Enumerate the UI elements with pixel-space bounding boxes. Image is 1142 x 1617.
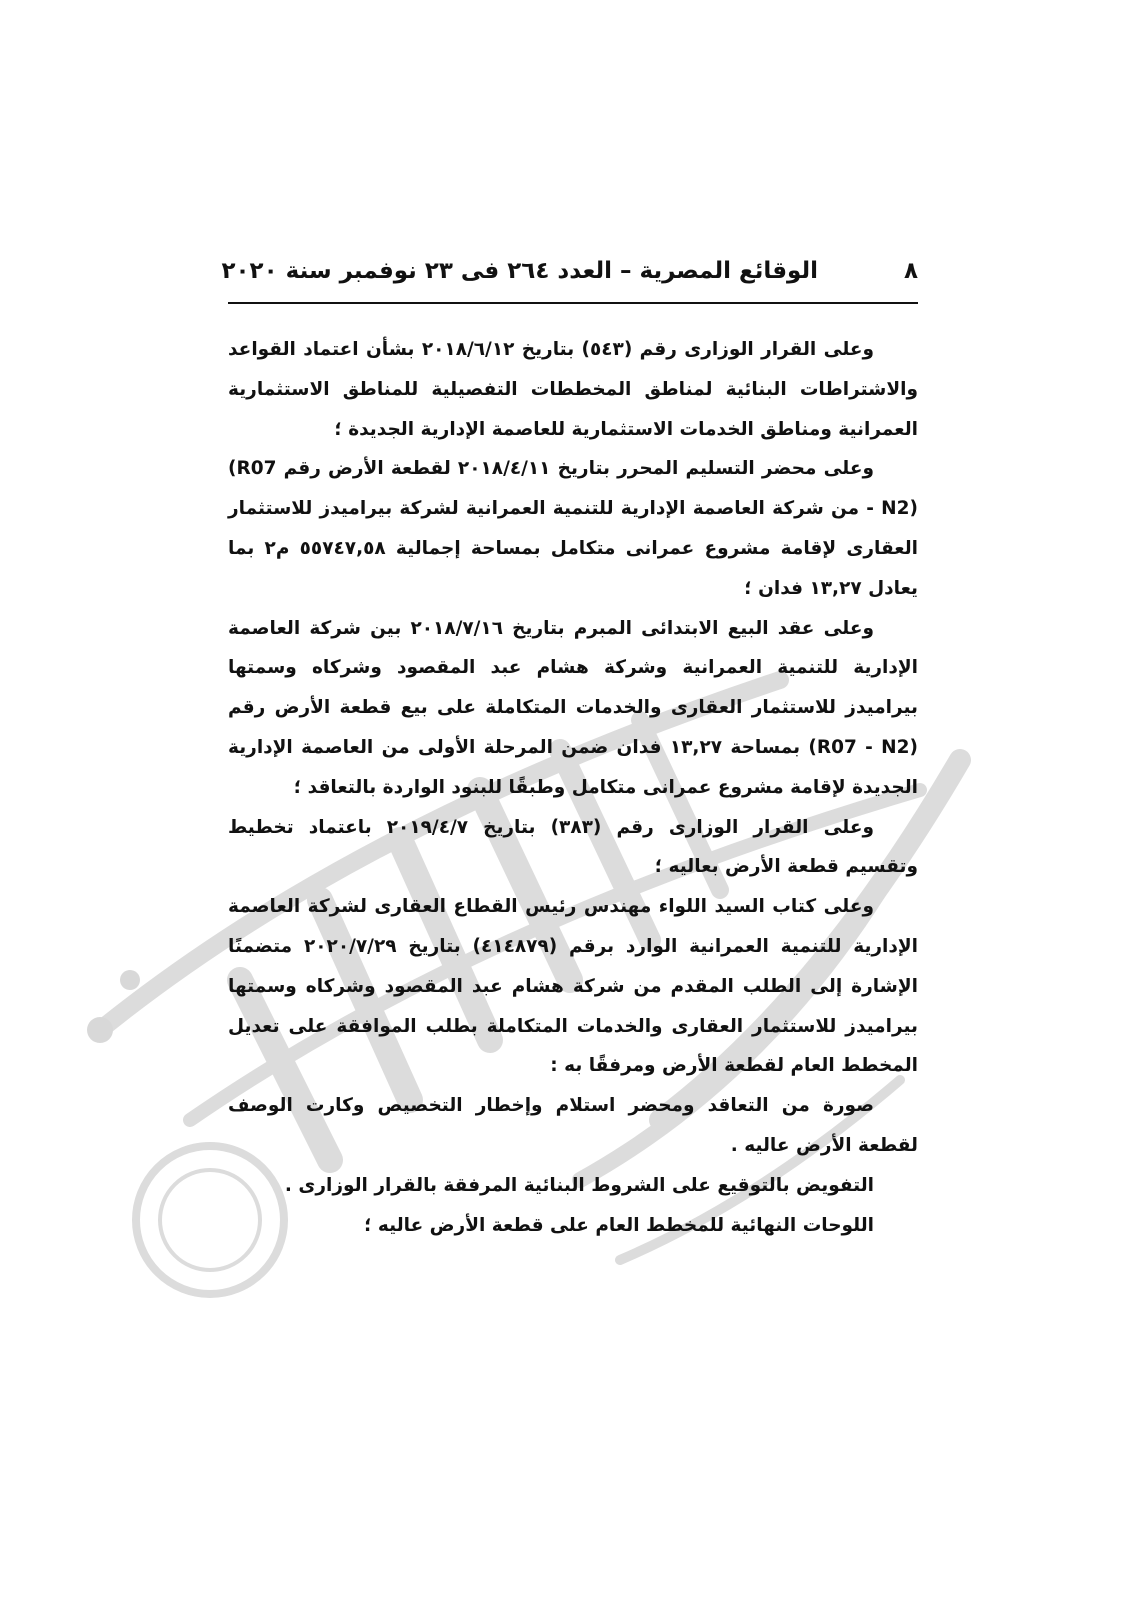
paragraph-attachment-contract: صورة من التعاقد ومحضر استلام وإخطار التخصيص وكارت الوصف لقطعة الأرض عاليه .: [228, 1095, 918, 1156]
list-item-delegation: التفويض بالتوقيع على الشروط البنائية المرفقة بالقرار الوزارى .: [284, 1174, 874, 1196]
plot-code: (R07 - N2): [228, 458, 918, 520]
paragraph-sale-contract: [228, 609, 918, 808]
paragraph-text: بمساحة ١٣,٢٧ فدان ضمن المرحلة الأولى من العاصمة الإدارية الجديدة لإقامة مشروع عمرانى متكامل وطبقًا للبنود الواردة بالتعاقد ؛: [228, 736, 918, 798]
paragraph-handover-report: [228, 449, 918, 608]
paragraph-text: وعلى عقد البيع الابتدائى المبرم بتاريخ ٢٠١٨/٧/١٦ بين شركة العاصمة الإدارية للتنمية العمرانية وشركة هشام عبد المقصود وشركاه وسمتها بيراميدز للاستثمار العقارى والخدمات المتكاملة على بيع قطعة الأرض رقم: [228, 617, 918, 719]
header-divider: [228, 302, 918, 304]
gazette-title: الوقائع المصرية – العدد ٢٦٤ فى ٢٣ نوفمبر سنة ٢٠٢٠: [221, 258, 818, 284]
page-header: [221, 258, 918, 298]
paragraph-text: وعلى محضر التسليم المحرر بتاريخ ٢٠١٨/٤/١١ لقطعة الأرض رقم: [276, 458, 874, 480]
document-body: [228, 330, 918, 1245]
paragraph-ministerial-decree-543: وعلى القرار الوزارى رقم (٥٤٣) بتاريخ ٢٠١٨/٦/١٢ بشأن اعتماد القواعد والاشتراطات البنائية لمناطق المخططات التفصيلية للمناطق الاستثمارية العمرانية ومناطق الخدمات الاستثمارية للعاصمة الإدارية الجديدة ؛: [228, 339, 918, 440]
list-item-final-boards: اللوحات النهائية للمخطط العام على قطعة الأرض عاليه ؛: [364, 1214, 874, 1236]
paragraph-sector-letter: وعلى كتاب السيد اللواء مهندس رئيس القطاع العقارى لشركة العاصمة الإدارية للتنمية العمرانية الوارد برقم (٤١٤٨٧٩) بتاريخ ٢٠٢٠/٧/٢٩ متضمنًا الإشارة إلى الطلب المقدم من شركة هشام عبد المقصود وشركاه وسمتها بيراميدز للاستثمار العقارى والخدمات المتكاملة بطلب الموافقة على تعديل المخطط العام لقطعة الأرض ومرفقًا به :: [228, 896, 918, 1077]
plot-code: (R07 - N2): [808, 736, 918, 758]
page-number: ٨: [903, 258, 918, 284]
paragraph-ministerial-decree-383: وعلى القرار الوزارى رقم (٣٨٣) بتاريخ ٢٠١٩/٤/٧ باعتماد تخطيط وتقسيم قطعة الأرض بعاليه ؛: [228, 816, 918, 878]
paragraph-text: من شركة العاصمة الإدارية للتنمية العمرانية لشركة بيراميدز للاستثمار العقارى لإقامة مشروع عمرانى متكامل بمساحة إجمالية ٥٥٧٤٧,٥٨ م٢ بما يعادل ١٣,٢٧ فدان ؛: [228, 498, 918, 599]
